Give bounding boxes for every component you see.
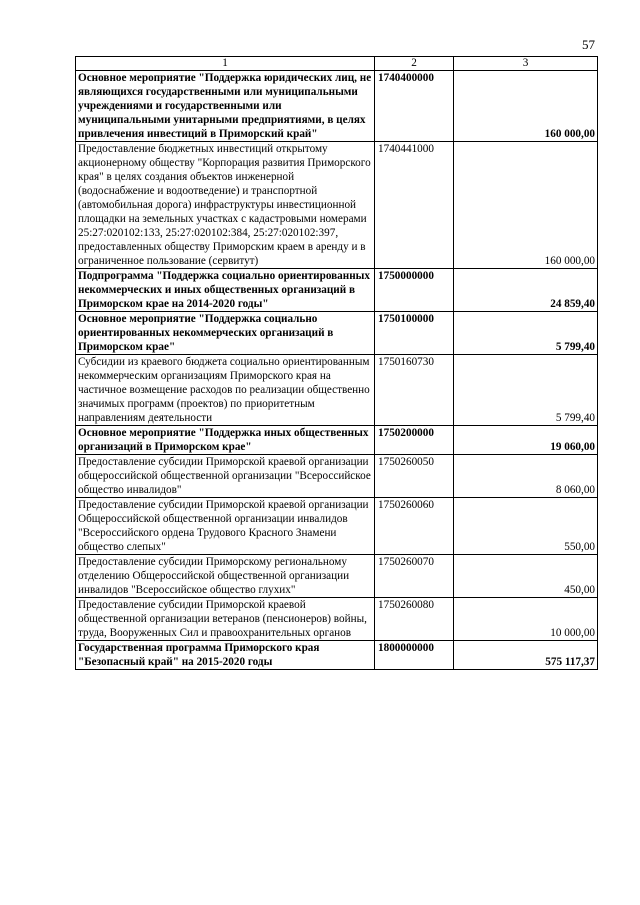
row-amount: 450,00 <box>454 555 598 598</box>
header-col-1: 1 <box>76 57 375 71</box>
row-code: 1750200000 <box>375 426 454 455</box>
row-name: Государственная программа Приморского края "Безопасный край" на 2015-2020 годы <box>76 641 375 670</box>
row-name: Основное мероприятие "Поддержка юридических лиц, не являющихся государственными или муниципальными учреждениями и государственными или муниципальными унитарными предприятиями, в целях привлечения инвестиций в Приморский край" <box>76 71 375 142</box>
row-code: 1750100000 <box>375 312 454 355</box>
row-amount: 8 060,00 <box>454 455 598 498</box>
budget-table <box>75 56 598 670</box>
row-amount: 24 859,40 <box>454 269 598 312</box>
table-row <box>76 71 598 142</box>
row-code: 1750000000 <box>375 269 454 312</box>
row-code: 1750260050 <box>375 455 454 498</box>
row-name: Предоставление субсидии Приморской краевой общественной организации ветеранов (пенсионеров) войны, труда, Вооруженных Сил и правоохранительных органов <box>76 598 375 641</box>
row-code: 1740441000 <box>375 142 454 269</box>
row-code: 1750260070 <box>375 555 454 598</box>
table-row <box>76 641 598 670</box>
row-amount: 575 117,37 <box>454 641 598 670</box>
row-name: Предоставление субсидии Приморскому региональному отделению Общероссийской общественной организации инвалидов "Всероссийское общество глухих" <box>76 555 375 598</box>
row-code: 1740400000 <box>375 71 454 142</box>
header-col-3: 3 <box>454 57 598 71</box>
header-row <box>76 57 598 71</box>
row-code: 1750160730 <box>375 355 454 426</box>
row-amount: 550,00 <box>454 498 598 555</box>
row-amount: 5 799,40 <box>454 355 598 426</box>
row-name: Предоставление бюджетных инвестиций открытому акционерному обществу "Корпорация развития Приморского края" в целях создания объектов инженерной (водоснабжение и водоотведение) и транспортной (автомобильная дорога) инфраструктуры инвестиционной площадки на земельных участках с кадастровыми номерами 25:27:020102:133, 25:27:020102:384, 25:27:020102:397, предоставленных обществу Приморским краем в аренду и в ограниченное пользование (сервитут) <box>76 142 375 269</box>
row-code: 1750260080 <box>375 598 454 641</box>
header-col-2: 2 <box>375 57 454 71</box>
row-name: Основное мероприятие "Поддержка иных общественных организаций в Приморском крае" <box>76 426 375 455</box>
row-name: Предоставление субсидии Приморской краевой организации Общероссийской общественной организации инвалидов "Всероссийского ордена Трудового Красного Знамени общество слепых" <box>76 498 375 555</box>
page-number: 57 <box>582 37 595 52</box>
row-name: Предоставление субсидии Приморской краевой организации общероссийской общественной организации "Всероссийское общество инвалидов" <box>76 455 375 498</box>
table-row <box>76 269 598 312</box>
table-row <box>76 555 598 598</box>
row-name: Субсидии из краевого бюджета социально ориентированным некоммерческим организациям Приморского края на частичное возмещение расходов по реализации общественно значимых программ (проектов) по приоритетным направлениям деятельности <box>76 355 375 426</box>
table-row <box>76 142 598 269</box>
row-code: 1800000000 <box>375 641 454 670</box>
row-amount: 10 000,00 <box>454 598 598 641</box>
row-amount: 19 060,00 <box>454 426 598 455</box>
table-row <box>76 598 598 641</box>
row-amount: 160 000,00 <box>454 71 598 142</box>
row-amount: 160 000,00 <box>454 142 598 269</box>
table-row <box>76 455 598 498</box>
row-name: Подпрограмма "Поддержка социально ориентированных некоммерческих и иных общественных организаций в Приморском крае на 2014-2020 годы" <box>76 269 375 312</box>
row-code: 1750260060 <box>375 498 454 555</box>
table-row <box>76 355 598 426</box>
table-row <box>76 498 598 555</box>
row-name: Основное мероприятие "Поддержка социально ориентированных некоммерческих организаций в Приморском крае" <box>76 312 375 355</box>
table-row <box>76 312 598 355</box>
table-row <box>76 426 598 455</box>
row-amount: 5 799,40 <box>454 312 598 355</box>
